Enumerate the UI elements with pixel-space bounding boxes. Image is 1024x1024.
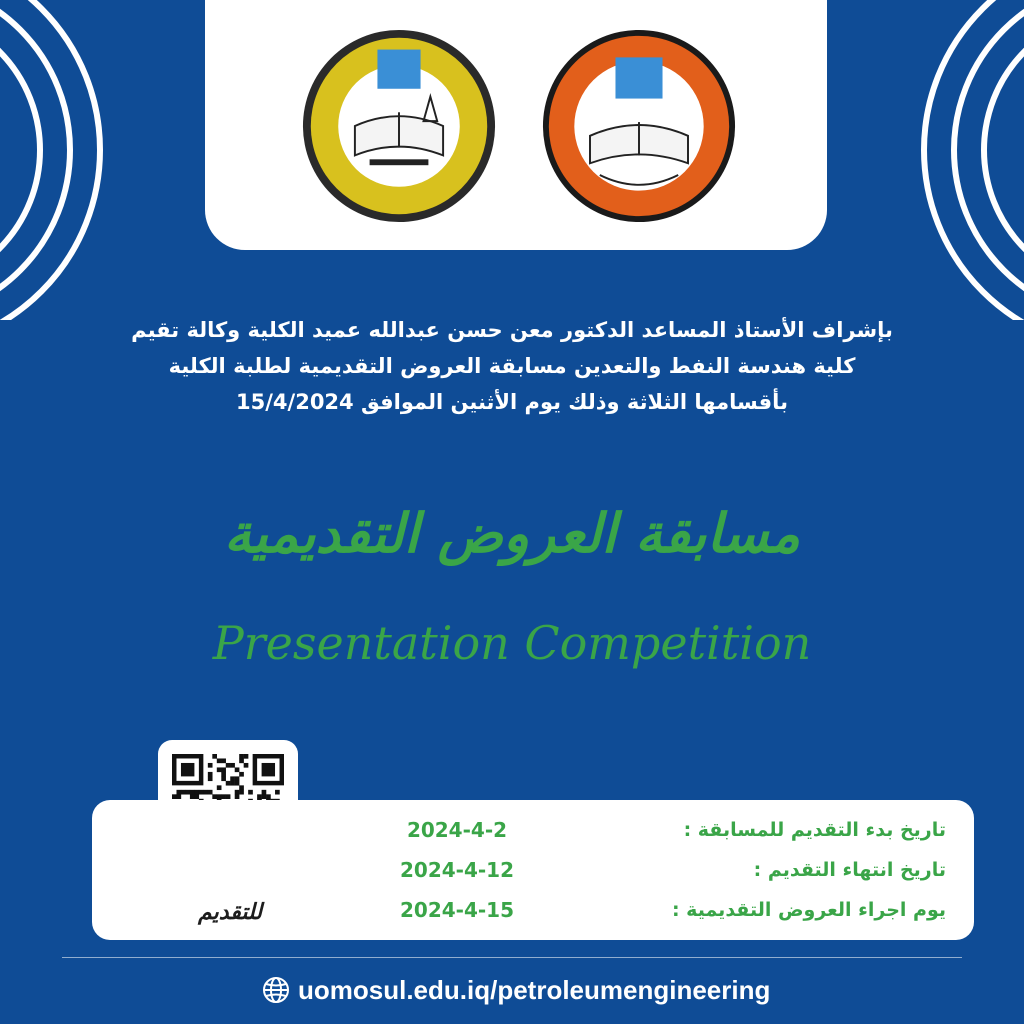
schedule-row xyxy=(92,810,974,850)
apply-caption: للتقديم xyxy=(197,899,263,925)
title-english: Presentation Competition xyxy=(212,616,812,670)
schedule-label: تاريخ بدء التقديم للمسابقة : xyxy=(683,819,946,841)
globe-icon xyxy=(262,976,290,1004)
university-of-mosul-logo xyxy=(541,28,737,224)
decorative-arcs-left xyxy=(0,0,110,320)
schedule-date: 2024-4-15 xyxy=(399,898,514,922)
intro-line: بإشراف الأستاذ المساعد الدكتور معن حسن عبدالله عميد الكلية وكالة تقيم xyxy=(131,318,893,342)
website-link[interactable]: uomosul.edu.iq/petroleumengineering xyxy=(298,974,771,1005)
schedule-date: 2024-4-12 xyxy=(399,858,514,882)
petroleum-college-logo xyxy=(301,28,497,224)
intro-paragraph xyxy=(70,312,954,420)
logo-panel xyxy=(205,0,827,250)
decorative-arcs-right xyxy=(914,0,1024,320)
title-arabic: مسابقة العروض التقديمية xyxy=(223,501,801,565)
schedule-date: 2024-4-2 xyxy=(406,818,508,842)
footer-divider xyxy=(62,957,962,958)
schedule-label: يوم اجراء العروض التقديمية : xyxy=(671,899,946,921)
schedule-row xyxy=(92,850,974,890)
intro-line: كلية هندسة النفط والتعدين مسابقة العروض التقديمية لطلبة الكلية xyxy=(168,354,856,378)
intro-line: بأقسامها الثلاثة وذلك يوم الأثنين الموافق 15/4/2024 xyxy=(236,390,788,414)
footer xyxy=(262,970,822,1010)
schedule-label: تاريخ انتهاء التقديم : xyxy=(753,859,946,881)
